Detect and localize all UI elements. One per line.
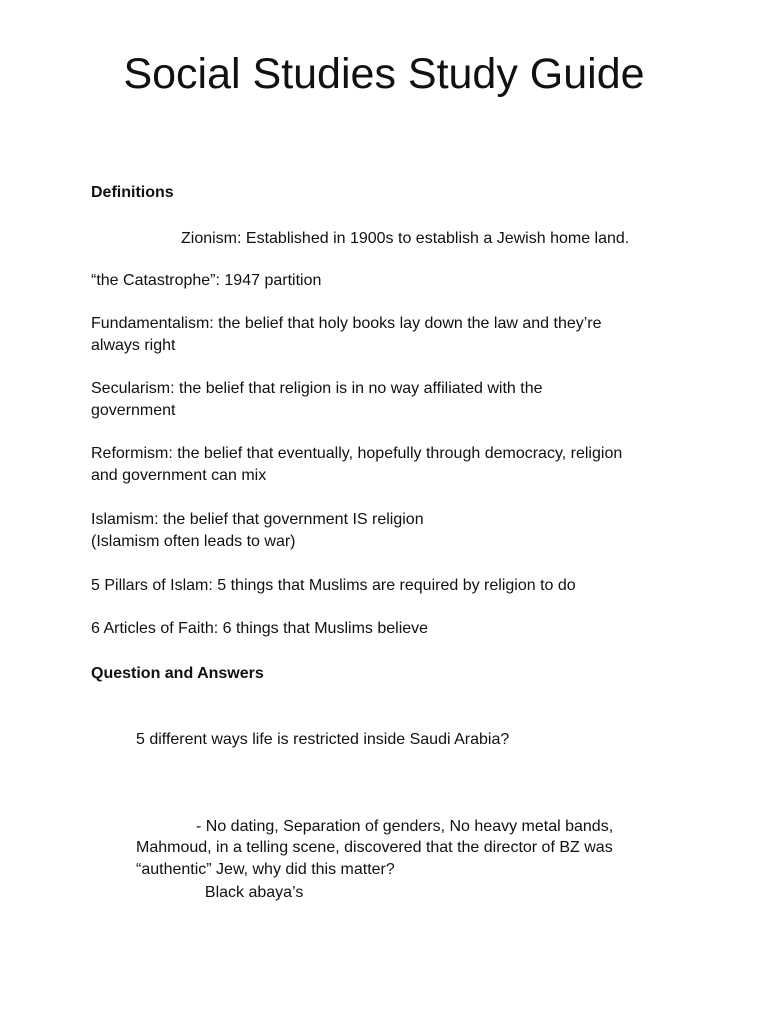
question-mahmoud	[136, 837, 613, 881]
definitions-heading: Definitions	[91, 184, 174, 201]
definition-line: Secularism: the belief that religion is in no way affiliated with the	[91, 380, 543, 397]
definition-islamism	[91, 509, 424, 553]
definition-secularism	[91, 378, 543, 422]
definition-line: “the Catastrophe”: 1947 partition	[91, 272, 322, 289]
question-line: “authentic” Jew, why did this matter?	[136, 861, 395, 878]
definition-line: and government can mix	[91, 467, 267, 484]
page-title: Social Studies Study Guide	[123, 50, 645, 98]
definition-line: Zionism: Established in 1900s to establish a Jewish home land.	[181, 230, 630, 247]
definition-line: 6 Articles of Faith: 6 things that Muslims believe	[91, 620, 429, 637]
definition-line: Fundamentalism: the belief that holy books lay down the law and they’re	[91, 315, 602, 332]
definition-catastrophe	[91, 270, 321, 292]
definition-five-pillars	[91, 575, 576, 597]
definition-line: Islamism: the belief that government IS religion	[91, 511, 424, 528]
definition-line: 5 Pillars of Islam: 5 things that Muslims are required by religion to do	[91, 577, 576, 594]
definition-line: Reformism: the belief that eventually, hopefully through democracy, religion	[91, 445, 623, 462]
question-line: 5 different ways life is restricted inside Saudi Arabia?	[136, 731, 510, 748]
definition-line: government	[91, 402, 176, 419]
definition-fundamentalism	[91, 313, 602, 357]
definition-reformism	[91, 443, 622, 487]
answer-line: - No dating, Separation of genders, No heavy metal bands,	[196, 818, 614, 835]
question-saudi-arabia	[136, 729, 509, 751]
definition-articles-of-faith	[91, 618, 428, 640]
qa-heading: Question and Answers	[91, 665, 264, 682]
definition-line: (Islamism often leads to war)	[91, 533, 296, 550]
definition-line: always right	[91, 337, 176, 354]
definition-zionism	[181, 228, 629, 250]
answer-line: Black abaya’s	[196, 884, 304, 901]
question-line: Mahmoud, in a telling scene, discovered that the director of BZ was	[136, 839, 613, 856]
